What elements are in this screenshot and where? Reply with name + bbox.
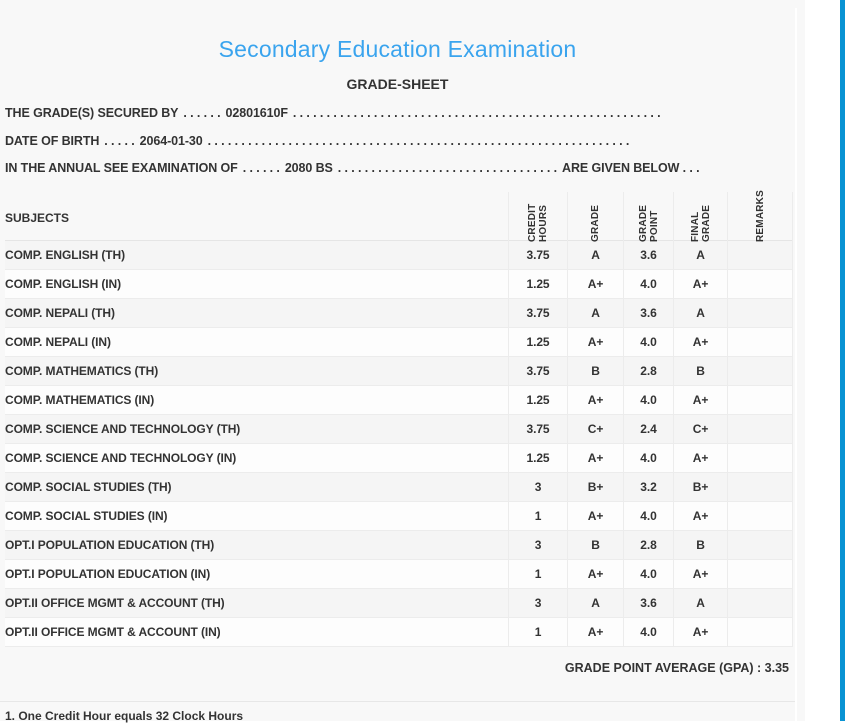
subject-cell: COMP. MATHEMATICS (TH) [5, 364, 159, 378]
table-header-row [5, 192, 793, 241]
credit-hours-cell: 3.75 [508, 299, 567, 327]
grade-point-cell: 3.6 [623, 589, 673, 617]
footnote: 1. One Credit Hour equals 32 Clock Hours [5, 709, 244, 723]
vertical-label: REMARKS [754, 190, 766, 242]
subject-cell: COMP. NEPALI (TH) [5, 306, 115, 320]
final-grade-cell: A+ [673, 560, 727, 588]
column-header-credit-hours [508, 192, 567, 244]
table-row [5, 299, 793, 328]
final-grade-cell: A+ [673, 328, 727, 356]
grade-cell: B [567, 531, 623, 559]
column-header-grade-point [623, 192, 673, 244]
final-grade-cell: A+ [673, 386, 727, 414]
date-of-birth-value: 2064-01-30 [139, 134, 203, 148]
grade-cell: C+ [567, 415, 623, 443]
subject-cell: COMP. ENGLISH (IN) [5, 277, 121, 291]
grade-cell: B [567, 357, 623, 385]
subject-cell: OPT.II OFFICE MGMT & ACCOUNT (IN) [5, 625, 221, 639]
dotted-leader: . . . . . [104, 134, 135, 148]
info-label: DATE OF BIRTH [5, 134, 100, 148]
table-body [5, 241, 793, 647]
vertical-label: GRADE [590, 204, 601, 242]
subject-cell: COMP. MATHEMATICS (IN) [5, 393, 155, 407]
grade-cell: A+ [567, 502, 623, 530]
subject-cell: OPT.I POPULATION EDUCATION (TH) [5, 538, 215, 552]
info-label: THE GRADE(S) SECURED BY [5, 106, 179, 120]
dotted-leader: . . . . . . [242, 161, 280, 175]
table-row [5, 502, 793, 531]
remarks-cell [727, 531, 793, 559]
subject-cell: COMP. SCIENCE AND TECHNOLOGY (TH) [5, 422, 241, 436]
remarks-cell [727, 473, 793, 501]
final-grade-cell: A [673, 589, 727, 617]
remarks-cell [727, 241, 793, 269]
remarks-cell [727, 502, 793, 530]
subject-cell: COMP. SOCIAL STUDIES (TH) [5, 480, 172, 494]
grade-point-cell: 3.6 [623, 299, 673, 327]
grade-point-cell: 4.0 [623, 328, 673, 356]
grade-cell: A+ [567, 270, 623, 298]
credit-hours-cell: 3.75 [508, 241, 567, 269]
table-row [5, 618, 793, 647]
accent-bar [840, 0, 845, 721]
remarks-cell [727, 589, 793, 617]
subject-cell: COMP. SCIENCE AND TECHNOLOGY (IN) [5, 451, 237, 465]
grade-point-cell: 4.0 [623, 560, 673, 588]
dotted-leader: . . . . . . . . . . . . . . . . . . . . . . . . . . . . . . . . . . . . . . . . . . . . . . . . . . . . . . . [292, 106, 661, 120]
credit-hours-cell: 3.75 [508, 415, 567, 443]
subject-cell: COMP. ENGLISH (TH) [5, 248, 125, 262]
vertical-label: CREDIT HOURS [527, 203, 549, 242]
credit-hours-cell: 1 [508, 502, 567, 530]
credit-hours-cell: 3 [508, 473, 567, 501]
info-label: IN THE ANNUAL SEE EXAMINATION OF [5, 161, 238, 175]
column-header-remarks [727, 192, 793, 244]
credit-hours-cell: 1 [508, 560, 567, 588]
credit-hours-cell: 1 [508, 618, 567, 646]
table-row [5, 589, 793, 618]
credit-hours-cell: 3 [508, 531, 567, 559]
exam-year-value: 2080 BS [284, 161, 333, 175]
grades-table [5, 192, 793, 647]
final-grade-cell: A+ [673, 502, 727, 530]
content-right-border [795, 8, 797, 721]
column-header-subjects: SUBJECTS [5, 211, 70, 225]
table-row [5, 560, 793, 589]
grade-cell: A [567, 299, 623, 327]
grade-cell: A [567, 241, 623, 269]
info-line-date-of-birth [5, 134, 795, 148]
credit-hours-cell: 1.25 [508, 270, 567, 298]
remarks-cell [727, 618, 793, 646]
credit-hours-cell: 3 [508, 589, 567, 617]
grade-sheet-subtitle: GRADE-SHEET [346, 76, 449, 92]
table-row [5, 270, 793, 299]
final-grade-cell: A+ [673, 270, 727, 298]
final-grade-cell: A [673, 241, 727, 269]
final-grade-cell: B [673, 531, 727, 559]
table-row [5, 473, 793, 502]
grade-point-cell: 2.8 [623, 357, 673, 385]
page-title: Secondary Education Examination [218, 36, 577, 62]
credit-hours-cell: 1.25 [508, 386, 567, 414]
table-row [5, 415, 793, 444]
dotted-leader: . . . . . . . . . . . . . . . . . . . . . . . . . . . . . . . . . [337, 161, 558, 175]
final-grade-cell: B [673, 357, 727, 385]
grade-cell: A+ [567, 618, 623, 646]
remarks-cell [727, 415, 793, 443]
dotted-leader: . . . . . . [183, 106, 221, 120]
subject-cell: COMP. SOCIAL STUDIES (IN) [5, 509, 168, 523]
info-suffix: ARE GIVEN BELOW . . . [562, 161, 700, 175]
grade-point-cell: 3.6 [623, 241, 673, 269]
table-row [5, 328, 793, 357]
grade-cell: A+ [567, 386, 623, 414]
grade-point-cell: 2.8 [623, 531, 673, 559]
final-grade-cell: A [673, 299, 727, 327]
remarks-cell [727, 444, 793, 472]
table-row [5, 386, 793, 415]
credit-hours-cell: 3.75 [508, 357, 567, 385]
grade-cell: A [567, 589, 623, 617]
gpa-label: GRADE POINT AVERAGE (GPA) : 3.35 [564, 660, 789, 675]
grade-point-cell: 2.4 [623, 415, 673, 443]
grade-cell: A+ [567, 444, 623, 472]
grade-point-cell: 3.2 [623, 473, 673, 501]
grade-cell: A+ [567, 328, 623, 356]
symbol-number-value: 02801610F [225, 106, 288, 120]
grade-cell: B+ [567, 473, 623, 501]
remarks-cell [727, 560, 793, 588]
remarks-cell [727, 270, 793, 298]
subject-cell: OPT.II OFFICE MGMT & ACCOUNT (TH) [5, 596, 225, 610]
column-header-grade [567, 192, 623, 244]
grade-point-cell: 4.0 [623, 502, 673, 530]
final-grade-cell: A+ [673, 618, 727, 646]
column-header-final-grade [673, 192, 727, 244]
grade-point-cell: 4.0 [623, 444, 673, 472]
grade-cell: A+ [567, 560, 623, 588]
table-row [5, 444, 793, 473]
dotted-leader: . . . . . . . . . . . . . . . . . . . . . . . . . . . . . . . . . . . . . . . . . . . . . . . . . . . . . . . . . . . . . . . [207, 134, 630, 148]
info-line-grades-secured [5, 106, 795, 120]
table-row [5, 241, 793, 270]
credit-hours-cell: 1.25 [508, 444, 567, 472]
grade-point-cell: 4.0 [623, 386, 673, 414]
info-line-exam-year [5, 161, 795, 175]
subject-cell: OPT.I POPULATION EDUCATION (IN) [5, 567, 211, 581]
remarks-cell [727, 299, 793, 327]
final-grade-cell: B+ [673, 473, 727, 501]
grade-point-cell: 4.0 [623, 270, 673, 298]
final-grade-cell: A+ [673, 444, 727, 472]
vertical-label: FINAL GRADE [689, 204, 712, 242]
grade-point-cell: 4.0 [623, 618, 673, 646]
final-grade-cell: C+ [673, 415, 727, 443]
remarks-cell [727, 386, 793, 414]
remarks-cell [727, 357, 793, 385]
table-row [5, 357, 793, 386]
remarks-cell [727, 328, 793, 356]
section-divider [0, 701, 795, 702]
subject-cell: COMP. NEPALI (IN) [5, 335, 111, 349]
vertical-label: GRADE POINT [637, 204, 660, 242]
credit-hours-cell: 1.25 [508, 328, 567, 356]
gpa-row [5, 647, 793, 688]
table-row [5, 531, 793, 560]
